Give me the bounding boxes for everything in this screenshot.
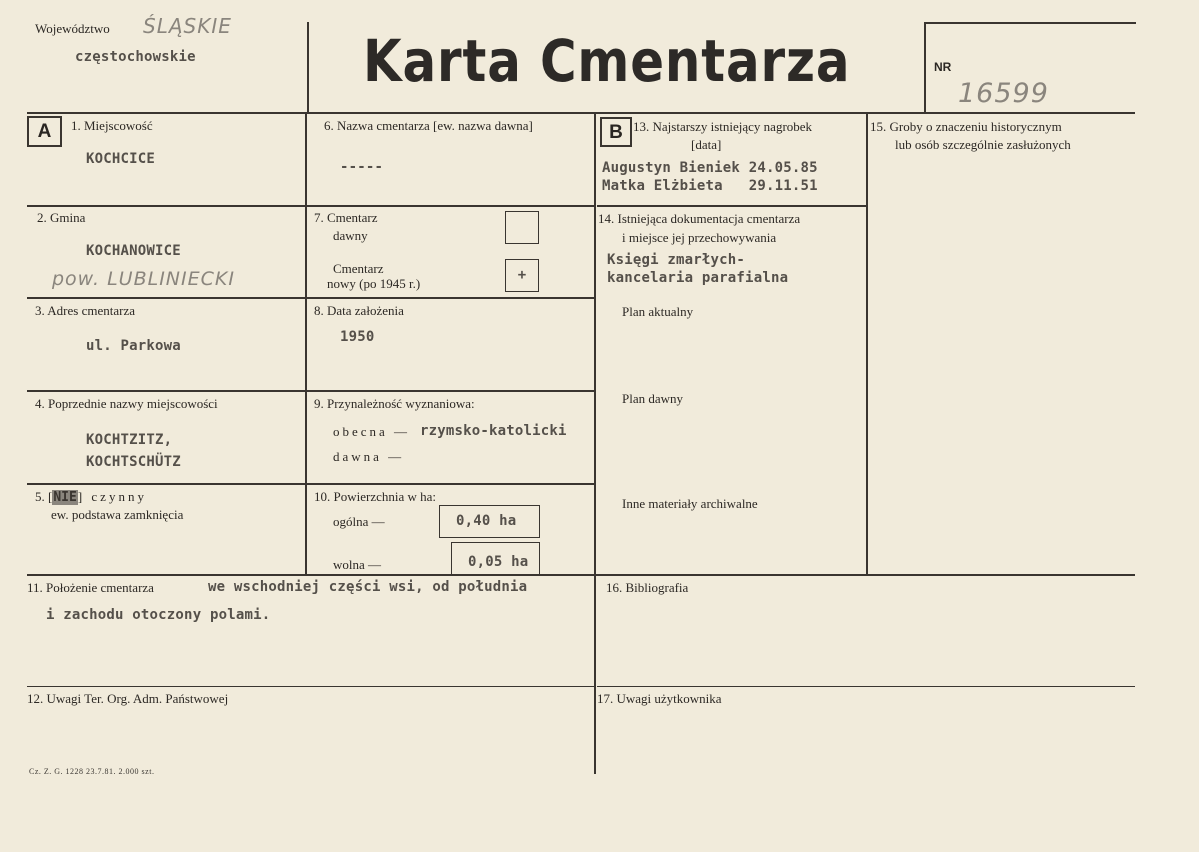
field-5-prefix: 5. [ [35,489,53,504]
divider [866,112,868,574]
field-4-value-1: KOCHTZITZ, [86,432,173,448]
field-9-label: 9. Przynależność wyznaniowa: [314,396,475,411]
field-7-nowy-2: nowy (po 1945 r.) [327,276,421,291]
field-11-label: 11. Położenie cmentarza [27,580,154,595]
field-8-value: 1950 [340,329,375,345]
field-10-wolna-value: 0,05 ha [468,554,529,570]
nr-value: 16599 [958,78,1049,109]
field-5-suffix: ] czynny [77,489,147,504]
field-2-handwritten: pow. LUBLINIECKI [52,268,235,290]
field-14-label-2: i miejsce jej przechowywania [622,230,777,245]
checkbox-dawny[interactable] [505,211,539,244]
field-13-label-2: [data] [691,137,722,152]
field-15-label-2: lub osób szczególnie zasłużonych [895,137,1071,152]
divider [924,22,1136,24]
field-11-value-1: we wschodniej części wsi, od południa [208,579,528,595]
field-7-label: 7. Cmentarz [314,210,378,225]
field-9-obecna-value: rzymsko-katolicki [420,423,567,439]
divider [924,22,926,114]
page-title: Karta Cmentarza [363,27,851,95]
field-14-label: 14. Istniejąca dokumentacja cmentarza [598,211,801,226]
field-5-struck: NIE [53,490,77,505]
field-1-value: KOCHCICE [86,151,156,167]
field-1-label: 1. Miejscowość [71,118,153,133]
field-15-label: 15. Groby o znaczeniu historycznym [870,119,1062,134]
field-5-label-2: ew. podstawa zamknięcia [51,507,184,522]
field-4-value-2: KOCHTSCHÜTZ [86,454,181,470]
divider [27,390,594,392]
divider [597,205,866,207]
field-12-label: 12. Uwagi Ter. Org. Adm. Państwowej [27,691,229,706]
field-2-label: 2. Gmina [37,210,86,225]
inne-materialy-label: Inne materiały archiwalne [622,496,758,511]
checkbox-nowy[interactable]: + [505,259,539,292]
field-6-label: 6. Nazwa cmentarza [ew. nazwa dawna] [324,118,533,133]
divider [305,112,307,574]
nr-label: NR [934,60,952,74]
field-9-dawna: dawna — [333,449,405,464]
divider [27,112,1135,114]
plan-dawny-label: Plan dawny [622,391,684,406]
divider [27,483,594,485]
plan-aktualny-label: Plan aktualny [622,304,694,319]
area-free-box [451,542,540,575]
field-4-label: 4. Poprzednie nazwy miejscowości [35,396,218,411]
field-7-dawny: dawny [333,228,368,243]
divider [27,297,594,299]
field-9-obecna: obecna — [333,424,411,439]
area-total-box [439,505,540,538]
field-10-ogolna: ogólna — [333,514,385,529]
field-13-value-2: Matka Elżbieta 29.11.51 [602,178,818,194]
field-14-value-2: kancelaria parafialna [607,270,789,286]
print-info: Cz. Z. G. 1228 23.7.81. 2.000 szt. [29,767,155,776]
field-6-value: ----- [340,159,384,175]
divider [27,686,594,687]
field-13-label: 13. Najstarszy istniejący nagrobek [633,119,813,134]
field-5-label [35,487,147,507]
field-3-label: 3. Adres cmentarza [35,303,135,318]
field-11-value-2: i zachodu otoczony polami. [46,607,271,623]
section-a-badge: A [27,116,62,147]
section-b-badge: B [600,117,632,147]
field-14-value-1: Księgi zmarłych- [607,252,746,268]
wojewodztwo-value: częstochowskie [75,49,196,65]
field-17-label: 17. Uwagi użytkownika [597,691,722,706]
field-13-value-1: Augustyn Bieniek 24.05.85 [602,160,818,176]
wojewodztwo-label: Województwo [35,21,110,36]
divider [27,574,1135,576]
field-10-wolna: wolna — [333,557,382,572]
divider [597,686,1135,687]
field-7-nowy-1: Cmentarz [333,261,384,276]
field-10-ogolna-value: 0,40 ha [456,513,517,529]
wojewodztwo-handwritten: ŚLĄSKIE [143,14,232,38]
field-8-label: 8. Data założenia [314,303,404,318]
divider [27,205,594,207]
field-2-value: KOCHANOWICE [86,243,181,259]
divider [307,22,309,114]
field-16-label: 16. Bibliografia [606,580,689,595]
field-3-value: ul. Parkowa [86,338,181,354]
field-10-label: 10. Powierzchnia w ha: [314,489,437,504]
divider [594,112,596,774]
